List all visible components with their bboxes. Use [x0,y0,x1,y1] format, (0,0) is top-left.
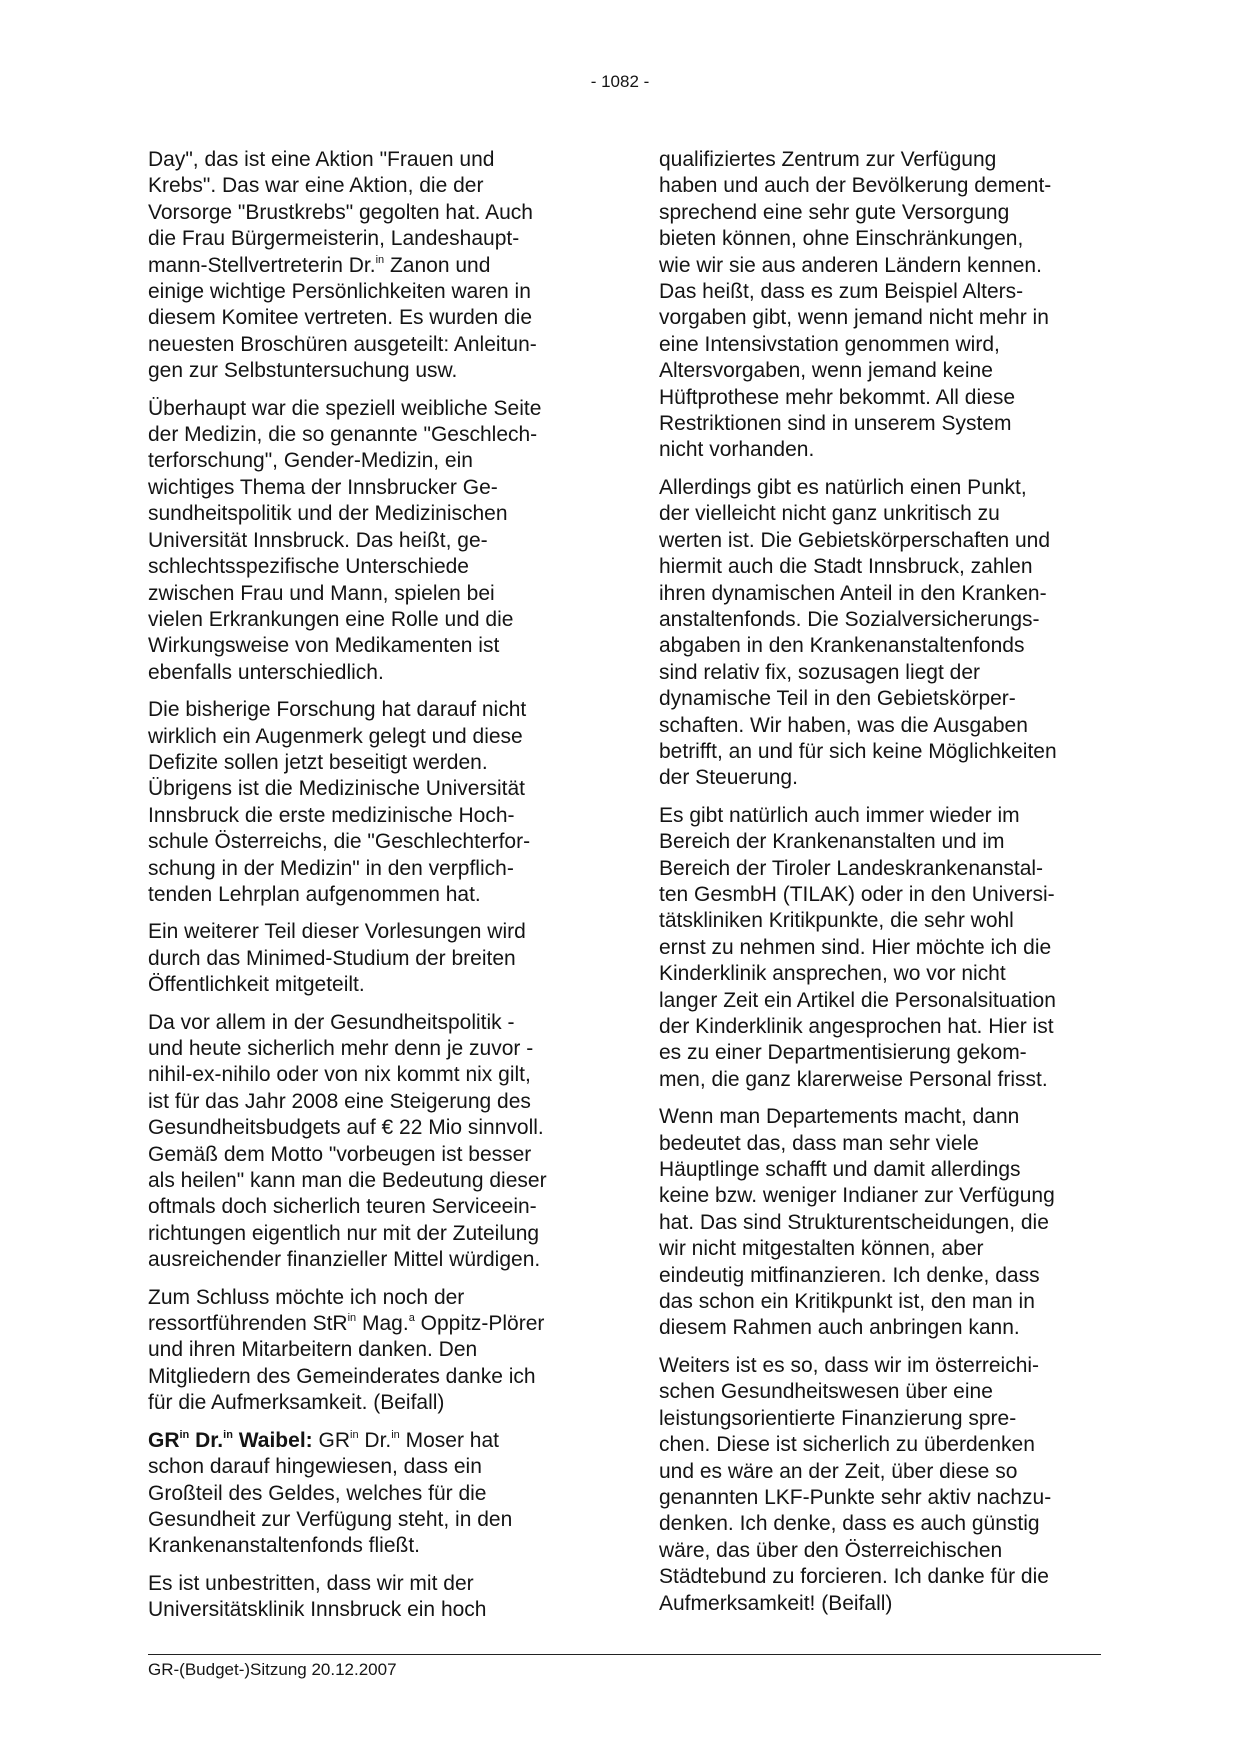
text-line: Bereich der Krankenanstalten und im [659,830,1005,854]
text-line: sundheitspolitik und der Medizinischen [148,502,508,526]
footer-session-title: GR-(Budget-)Sitzung 20.12.2007 [148,1660,397,1679]
text-line: wäre, das über den Österreichischen [659,1538,1003,1562]
text-line: terforschung", Gender-Medizin, ein [148,449,473,473]
text-line: mann-Stellvertreterin Dr.$^{in}$ Zanon und [148,253,491,277]
text-line: $GR^{in}$ Dr.$^{in}$ Waibel: $GR^{in}$ Dr.$^{in}$ Moser hat [148,1428,500,1452]
text-line: nicht vorhanden. [659,438,815,462]
text-line: der vielleicht nicht ganz unkritisch zu [659,502,1000,526]
text-line: Es gibt natürlich auch immer wieder im [659,803,1020,827]
text-line: schaften. Wir haben, was die Ausgaben [659,713,1028,737]
text-line: keine bzw. weniger Indianer zur Verfügung [659,1184,1055,1208]
text-line: Wirkungsweise von Medikamenten ist [148,634,500,658]
text-line: Die bisherige Forschung hat darauf nicht [148,698,527,722]
paragraph [659,803,1119,1093]
text-line: hat. Das sind Strukturentscheidungen, die [659,1210,1049,1234]
text-line: Allerdings gibt es natürlich einen Punkt, [659,475,1027,499]
text-line: gen zur Selbstuntersuchung usw. [148,359,458,383]
text-line: Defizite sollen jetzt beseitigt werden. [148,750,488,774]
text-line: Kinderklinik ansprechen, wo vor nicht [659,962,1006,986]
text-line: langer Zeit ein Artikel die Personalsituation [659,988,1056,1012]
text-line: Vorsorge "Brustkrebs" gegolten hat. Auch [148,200,533,224]
text-line: und heute sicherlich mehr denn je zuvor - [148,1037,534,1060]
text-line: Krankenanstaltenfonds fließt. [148,1534,420,1558]
text-line: leistungsorientierte Finanzierung spre- [659,1406,1017,1430]
text-line: ist für das Jahr 2008 eine Steigerung des [148,1089,531,1113]
text-line: Es ist unbestritten, dass wir mit der [148,1571,474,1595]
text-line: Mitgliedern des Gemeinderates danke ich [148,1364,536,1388]
text-line: schen Gesundheitswesen über eine [659,1380,993,1404]
text-line: eine Intensivstation genommen wird, [659,332,1000,356]
text-line: Day", das ist eine Aktion "Frauen und [148,148,495,171]
paragraph [148,919,608,998]
text-line: ten GesmbH (TILAK) oder in den Universi- [659,882,1055,906]
text-line: Aufmerksamkeit! (Beifall) [659,1591,893,1615]
text-line: Städtebund zu forcieren. Ich danke für die [659,1565,1049,1589]
text-line: zwischen Frau und Mann, spielen bei [148,581,495,605]
text-line: ernst zu nehmen sind. Hier möchte ich die [659,935,1052,959]
text-line: schon darauf hingewiesen, dass ein [148,1455,482,1479]
text-line: denken. Ich denke, dass es auch günstig [659,1512,1040,1536]
paragraph [659,147,1119,464]
text-line: vorgaben gibt, wenn jemand nicht mehr in [659,306,1049,330]
text-line: sprechend eine sehr gute Versorgung [659,200,1010,224]
text-line: Gesundheitsbudgets auf € 22 Mio sinnvoll. [148,1116,544,1140]
text-line: ebenfalls unterschiedlich. [148,660,384,684]
text-line: Gemäß dem Motto "vorbeugen ist besser [148,1142,532,1166]
text-line: Universitätsklinik Innsbruck ein hoch [148,1598,487,1622]
text-line: anstaltenfonds. Die Sozialversicherungs- [659,607,1040,631]
text-line: schlechtsspezifische Unterschiede [148,555,469,579]
text-line: chen. Diese ist sicherlich zu überdenken [659,1433,1035,1457]
left-text-column [148,147,608,1635]
footer-divider [148,1654,1101,1655]
paragraph [659,1353,1119,1617]
paragraph [148,1571,608,1624]
text-line: es zu einer Departmentisierung gekom- [659,1041,1027,1065]
text-line: sind relativ fix, sozusagen liegt der [659,660,980,684]
text-line: qualifiziertes Zentrum zur Verfügung [659,148,997,171]
text-line: genannten LKF-Punkte sehr aktiv nachzu- [659,1485,1052,1509]
text-line: Universität Innsbruck. Das heißt, ge- [148,528,488,552]
text-line: Übrigens ist die Medizinische Universität [148,777,525,801]
text-line: betrifft, an und für sich keine Möglichkeiten [659,739,1057,763]
text-line: Hüftprothese mehr bekommt. All diese [659,385,1015,409]
paragraph [148,697,608,908]
page-number: - 1082 - [590,72,650,91]
text-line: wirklich ein Augenmerk gelegt und diese [148,724,523,748]
text-line: Bereich der Tiroler Landeskrankenanstal- [659,856,1044,880]
text-line: wichtiges Thema der Innsbrucker Ge- [148,475,498,499]
paragraph [148,396,608,686]
text-line: bieten können, ohne Einschränkungen, [659,227,1024,251]
text-line: durch das Minimed-Studium der breiten [148,946,516,970]
text-line: eindeutig mitfinanzieren. Ich denke, dass [659,1263,1040,1287]
text-line: wir nicht mitgestalten können, aber [659,1237,984,1261]
text-line: Ein weiterer Teil dieser Vorlesungen wird [148,920,526,944]
text-line: Innsbruck die erste medizinische Hoch- [148,803,515,827]
text-line: Altersvorgaben, wenn jemand keine [659,359,993,383]
text-line: haben und auch der Bevölkerung dement- [659,174,1052,198]
text-line: der Kinderklinik angesprochen hat. Hier ist [659,1015,1054,1038]
text-line: werten ist. Die Gebietskörperschaften und [659,528,1051,552]
paragraph [148,147,608,385]
text-line: men, die ganz klarerweise Personal frisst. [659,1067,1048,1091]
text-line: bedeutet das, dass man sehr viele [659,1131,979,1155]
text-line: Zum Schluss möchte ich noch der [148,1285,465,1309]
text-line: das schon ein Kritikpunkt ist, den man in [659,1290,1035,1314]
text-line: wie wir sie aus anderen Ländern kennen. [659,253,1042,277]
text-line: ausreichender finanzieller Mittel würdigen. [148,1248,541,1272]
text-line: oftmals doch sicherlich teuren Serviceein- [148,1195,537,1219]
text-line: der Medizin, die so genannte "Geschlech- [148,423,538,447]
text-line: neuesten Broschüren ausgeteilt: Anleitun- [148,332,537,356]
text-line: ressortführenden StR$^{in}$ Mag.$^a$ Oppitz-Plörer [148,1312,545,1336]
text-line: Das heißt, dass es zum Beispiel Alters- [659,280,1024,304]
text-line: als heilen" kann man die Bedeutung dieser [148,1169,547,1193]
text-line: für die Aufmerksamkeit. (Beifall) [148,1391,445,1415]
paragraph [148,1285,608,1417]
text-line: Gesundheit zur Verfügung steht, in den [148,1507,513,1531]
text-line: tätskliniken Kritikpunkte, die sehr wohl [659,909,1014,933]
text-line: die Frau Bürgermeisterin, Landeshaupt- [148,227,520,251]
text-line: Restriktionen sind in unserem System [659,412,1012,436]
text-line: schung in der Medizin" in den verpflich- [148,856,514,880]
paragraph [659,1104,1119,1342]
text-line: Wenn man Departements macht, dann [659,1105,1020,1129]
text-line: ihren dynamischen Anteil in den Kranken- [659,581,1047,605]
text-line: diesem Rahmen auch anbringen kann. [659,1316,1020,1340]
right-text-column [659,147,1119,1628]
text-line: und ihren Mitarbeitern danken. Den [148,1338,478,1362]
text-line: diesem Komitee vertreten. Es wurden die [148,306,533,330]
text-line: vielen Erkrankungen eine Rolle und die [148,607,514,631]
text-line: der Steuerung. [659,766,798,790]
text-line: Da vor allem in der Gesundheitspolitik - [148,1010,515,1034]
text-line: und es wäre an der Zeit, über diese so [659,1459,1018,1483]
text-line: Krebs". Das war eine Aktion, die der [148,174,484,198]
text-line: Überhaupt war die speziell weibliche Seite [148,396,542,420]
paragraph [148,1010,608,1274]
text-line: Großteil des Geldes, welches für die [148,1481,487,1505]
text-line: nihil-ex-nihilo oder von nix kommt nix gilt, [148,1063,531,1087]
text-line: tenden Lehrplan aufgenommen hat. [148,882,481,906]
text-line: schule Österreichs, die "Geschlechterfor- [148,830,531,854]
text-line: dynamische Teil in den Gebietskörper- [659,687,1016,711]
text-line: Öffentlichkeit mitgeteilt. [148,973,365,997]
paragraph [148,1428,608,1560]
text-line: Häuptlinge schafft und damit allerdings [659,1158,1021,1182]
text-line: hiermit auch die Stadt Innsbruck, zahlen [659,555,1033,579]
text-line: einige wichtige Persönlichkeiten waren in [148,280,531,304]
text-line: Weiters ist es so, dass wir im österreichi- [659,1353,1040,1377]
paragraph [659,475,1119,792]
text-line: richtungen eigentlich nur mit der Zuteilung [148,1221,540,1245]
text-line: abgaben in den Krankenanstaltenfonds [659,634,1025,658]
